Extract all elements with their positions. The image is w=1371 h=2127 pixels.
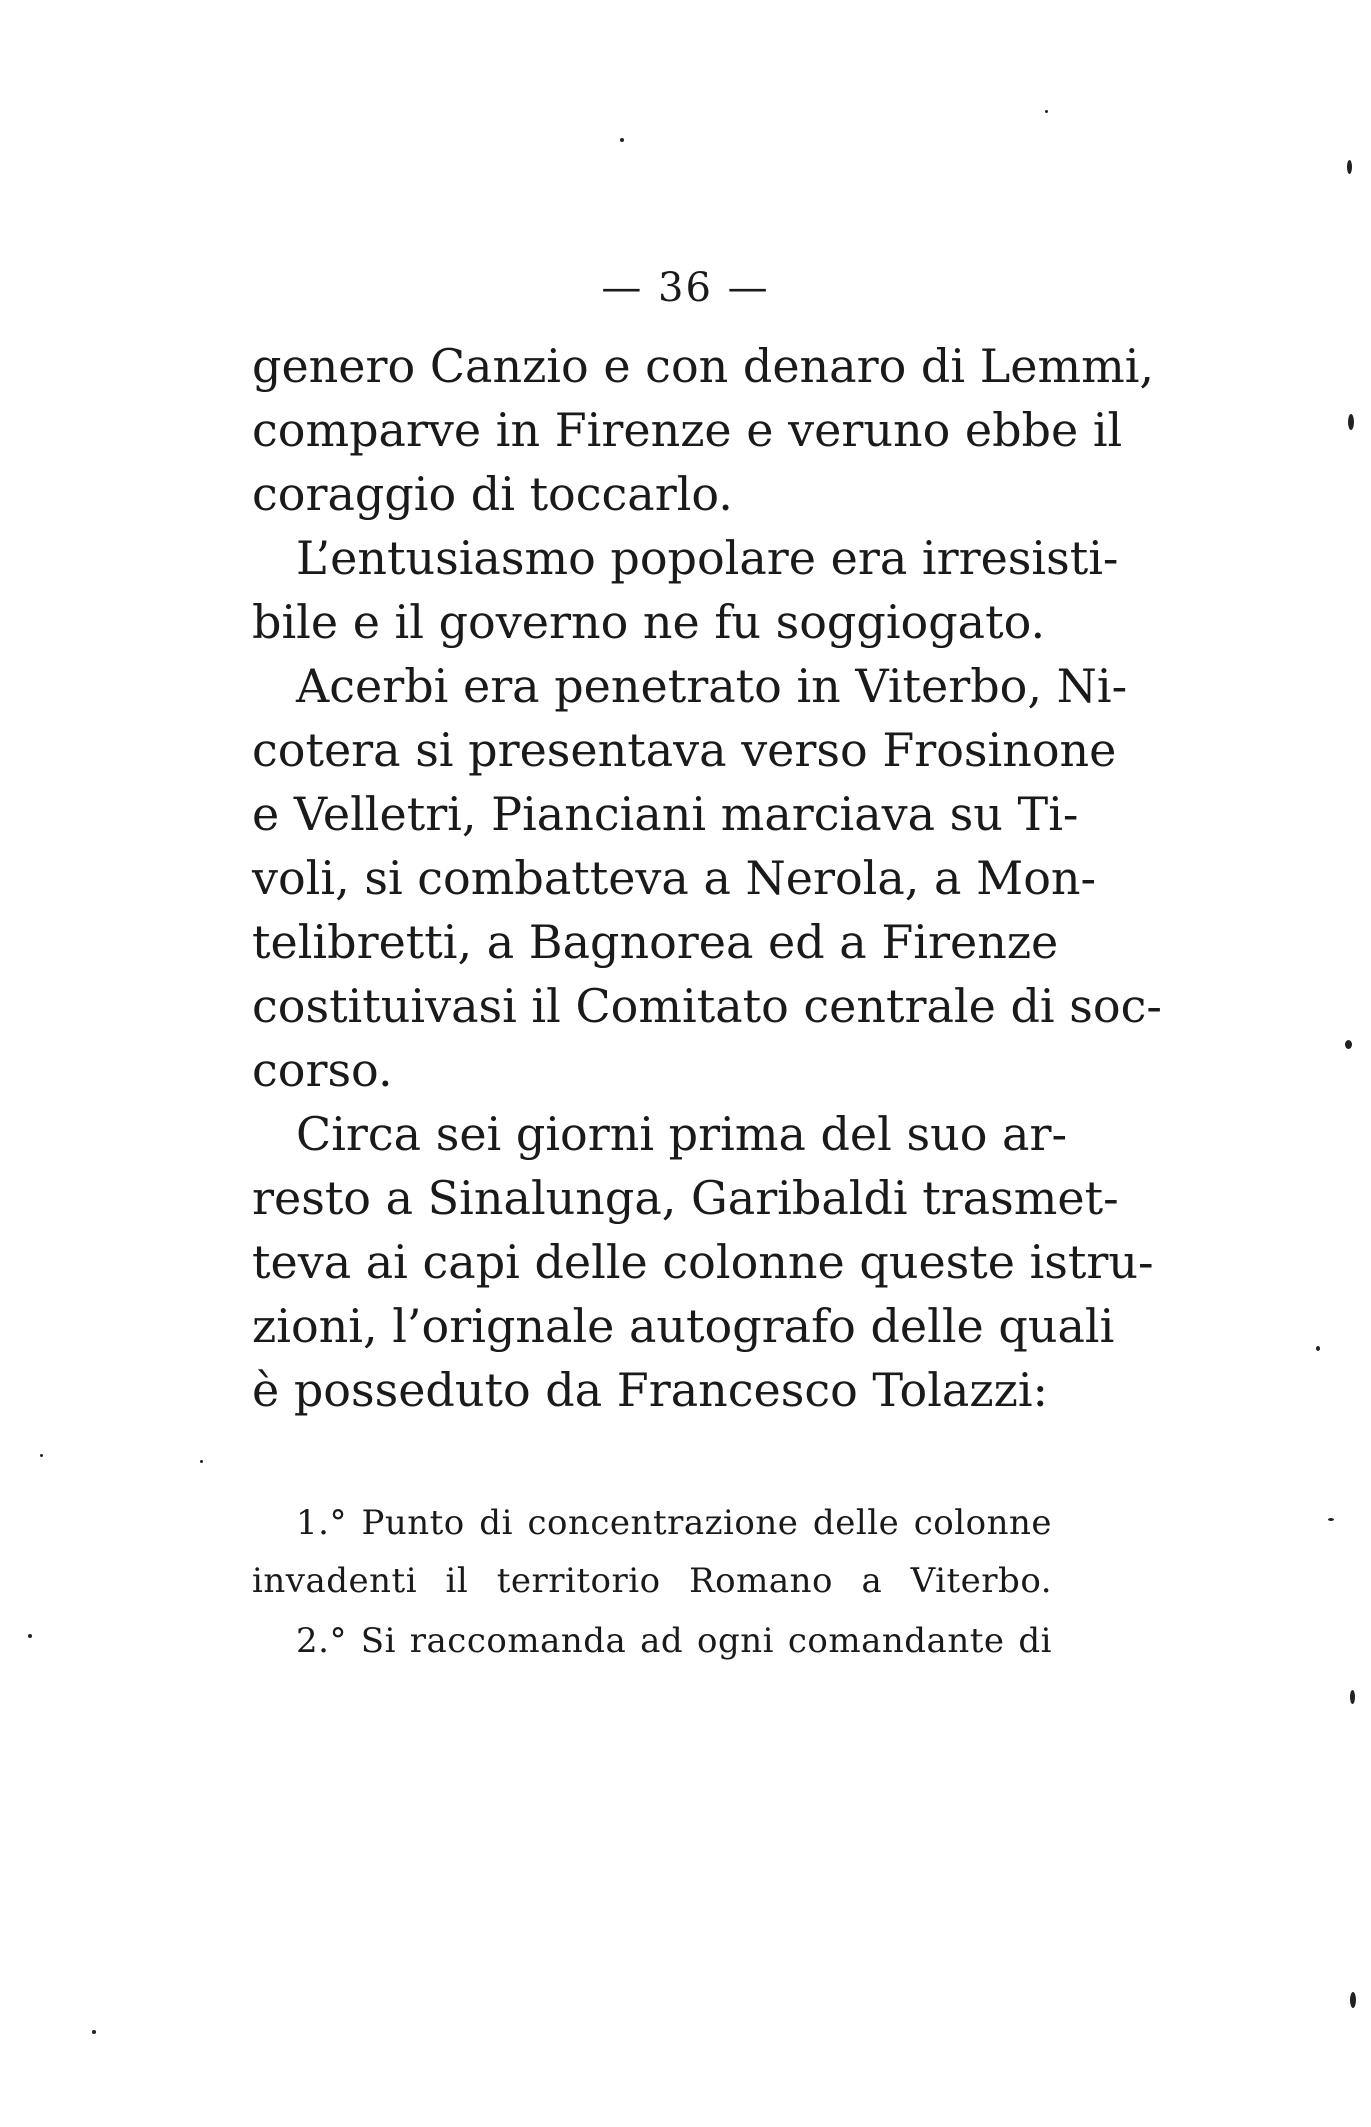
body-line: costituivasi il Comitato centrale di soc- [252, 979, 1162, 1033]
body-line: L’entusiasmo popolare era irresisti- [296, 531, 1119, 585]
instruction-line: invadenti il territorio Romano a Viterbo. [252, 1561, 1052, 1601]
scan-speck [40, 1454, 43, 1457]
instruction-line: 2.° Si raccomanda ad ogni comandante di [296, 1621, 1052, 1661]
scan-speck [1345, 1040, 1352, 1049]
scan-speck [1316, 1346, 1320, 1351]
body-line: Acerbi era penetrato in Viterbo, Ni- [296, 659, 1128, 713]
body-line: è posseduto da Francesco Tolazzi: [252, 1363, 1049, 1417]
scan-speck [92, 2030, 96, 2034]
body-line: coraggio di toccarlo. [252, 467, 733, 521]
instruction-line: 1.° Punto di concentrazione delle colonne [296, 1503, 1052, 1543]
body-line: teva ai capi delle colonne queste istru- [252, 1235, 1154, 1289]
scan-speck [1347, 160, 1352, 174]
scan-speck [200, 1460, 203, 1463]
body-line: voli, si combatteva a Nerola, a Mon- [252, 851, 1097, 905]
body-line: corso. [252, 1043, 393, 1097]
body-line: bile e il governo ne fu soggiogato. [252, 595, 1046, 649]
body-line: e Velletri, Pianciani marciava su Ti- [252, 787, 1079, 841]
scan-speck [1350, 1690, 1355, 1704]
body-line: Circa sei giorni prima del suo ar- [296, 1107, 1067, 1161]
page-number: — 36 — [601, 265, 770, 311]
scan-speck [1328, 1518, 1334, 1521]
scan-speck [620, 138, 624, 142]
scan-speck [28, 1634, 32, 1638]
scan-speck [1348, 414, 1354, 430]
body-line: comparve in Firenze e veruno ebbe il [252, 403, 1123, 457]
body-line: cotera si presentava verso Frosinone [252, 723, 1117, 777]
scan-speck [1350, 1992, 1356, 2008]
body-line: zioni, l’orignale autografo delle quali [252, 1299, 1115, 1353]
body-line: resto a Sinalunga, Garibaldi trasmet- [252, 1171, 1119, 1225]
body-line: telibretti, a Bagnorea ed a Firenze [252, 915, 1059, 969]
scan-speck [1045, 110, 1048, 113]
body-line: genero Canzio e con denaro di Lemmi, [252, 339, 1155, 393]
